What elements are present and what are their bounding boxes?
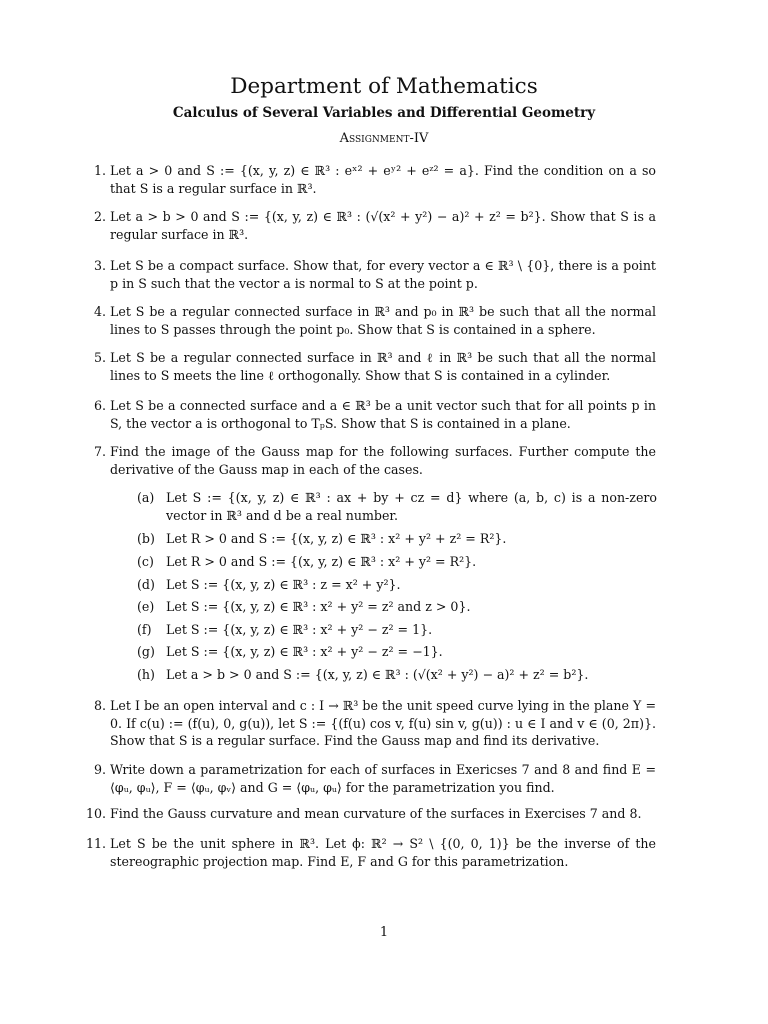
course-subtitle: Calculus of Several Variables and Differential Geometry (172, 105, 596, 121)
subitem-text: Let S := {(x, y, z) ∈ ℝ³ : x² + y² − z² = −1}. (166, 644, 443, 659)
page-title: Department of Mathematics (230, 74, 538, 99)
problem-text: Let S be a connected surface and a ∈ ℝ³ be a unit vector such that for all points p in S, the vector a is orthogonal to TₚS. Show that S is contained in a plane. (110, 398, 656, 431)
problem-number: 7. (93, 444, 106, 459)
problem-text: Let S be a compact surface. Show that, for every vector a ∈ ℝ³ \ {0}, there is a point p in S such that the vector a is normal to S at the point p. (110, 258, 656, 291)
problem-10 (85, 805, 656, 823)
problem-number: 4. (93, 304, 106, 319)
problem-text: Let S be a regular connected surface in ℝ³ and p₀ in ℝ³ be such that all the normal lines to S passes through the point p₀. Show that S is contained in a sphere. (110, 304, 656, 337)
problem-2 (93, 208, 656, 243)
problem-1 (93, 162, 656, 197)
subitem-text: Let R > 0 and S := {(x, y, z) ∈ ℝ³ : x² + y² = R²}. (166, 554, 477, 569)
subitem-text: Let a > b > 0 and S := {(x, y, z) ∈ ℝ³ : (√(x² + y²) − a)² + z² = b²}. (166, 667, 589, 682)
problem-text: Let S be the unit sphere in ℝ³. Let ϕ: ℝ² → S² \ {(0, 0, 1)} be the inverse of the stereographic projection map. Find E, F and G for this parametrization. (110, 836, 656, 869)
problem-text: Find the Gauss curvature and mean curvature of the surfaces in Exercises 7 and 8. (110, 806, 642, 821)
problem-9 (93, 761, 656, 796)
problem-8 (93, 697, 656, 750)
problem-11 (85, 835, 656, 870)
problem-text: Write down a parametrization for each of surfaces in Exericses 7 and 8 and find E = ⟨φᵤ, φᵤ⟩, F = ⟨φᵤ, φᵥ⟩ and G = ⟨φᵤ, φᵤ⟩ for the parametrization you find. (110, 762, 656, 795)
subitem-label: (g) (137, 644, 155, 659)
assignment-label: Assignment-IV (339, 131, 429, 146)
problem-text: Let a > b > 0 and S := {(x, y, z) ∈ ℝ³ : (√(x² + y²) − a)² + z² = b²}. Show that S is a regular surface in ℝ³. (110, 209, 656, 242)
subitem-text: Let R > 0 and S := {(x, y, z) ∈ ℝ³ : x² + y² + z² = R²}. (166, 531, 507, 546)
problem-number: 10. (85, 806, 106, 821)
page-number: 1 (379, 925, 389, 940)
subitem-label: (e) (137, 599, 155, 614)
problem-text: Let S be a regular connected surface in ℝ³ and ℓ in ℝ³ be such that all the normal lines to S meets the line ℓ orthogonally. Show that S is contained in a cylinder. (110, 350, 656, 383)
problem-3 (93, 257, 656, 292)
problem-number: 1. (93, 163, 106, 178)
problem-4 (93, 303, 656, 338)
subitem-label: (h) (137, 667, 155, 682)
problem-number: 5. (93, 350, 106, 365)
problem-6 (93, 397, 656, 432)
problem-number: 9. (93, 762, 106, 777)
problem-7 (93, 443, 656, 478)
problem-number: 11. (85, 836, 106, 851)
problem-text: Let I be an open interval and c : I → ℝ³ be the unit speed curve lying in the plane Y = 0. If c(u) := (f(u), 0, g(u)), let S := {(f(u) cos v, f(u) sin v, g(u)) : u ∈ I and v ∈ (0, 2π)}. Show that S is a regular surface. Find the Gauss map and find its derivative. (110, 698, 656, 748)
problem-number: 6. (93, 398, 106, 413)
subitem-text: Let S := {(x, y, z) ∈ ℝ³ : z = x² + y²}. (166, 577, 401, 592)
problem-number: 2. (93, 209, 106, 224)
subitem-text: Let S := {(x, y, z) ∈ ℝ³ : x² + y² − z² = 1}. (166, 622, 433, 637)
problem-number: 8. (93, 698, 106, 713)
subitem-label: (b) (137, 531, 155, 546)
problem-text: Find the image of the Gauss map for the following surfaces. Further compute the derivative of the Gauss map in each of the cases. (110, 444, 656, 477)
subitem-text: Let S := {(x, y, z) ∈ ℝ³ : x² + y² = z² and z > 0}. (166, 599, 471, 614)
problem-text: Let a > 0 and S := {(x, y, z) ∈ ℝ³ : eˣ² + eʸ² + eᶻ² = a}. Find the condition on a so that S is a regular surface in ℝ³. (110, 163, 656, 196)
subitem-label: (c) (137, 554, 154, 569)
problem-number: 3. (93, 258, 106, 273)
subitem-text: Let S := {(x, y, z) ∈ ℝ³ : ax + by + cz = d} where (a, b, c) is a non-zero vector in ℝ³ and d be a real number. (166, 490, 657, 523)
subitem-label: (f) (137, 622, 152, 637)
subitem-label: (a) (137, 490, 155, 505)
problem-5 (93, 349, 656, 384)
subitem-label: (d) (137, 577, 155, 592)
